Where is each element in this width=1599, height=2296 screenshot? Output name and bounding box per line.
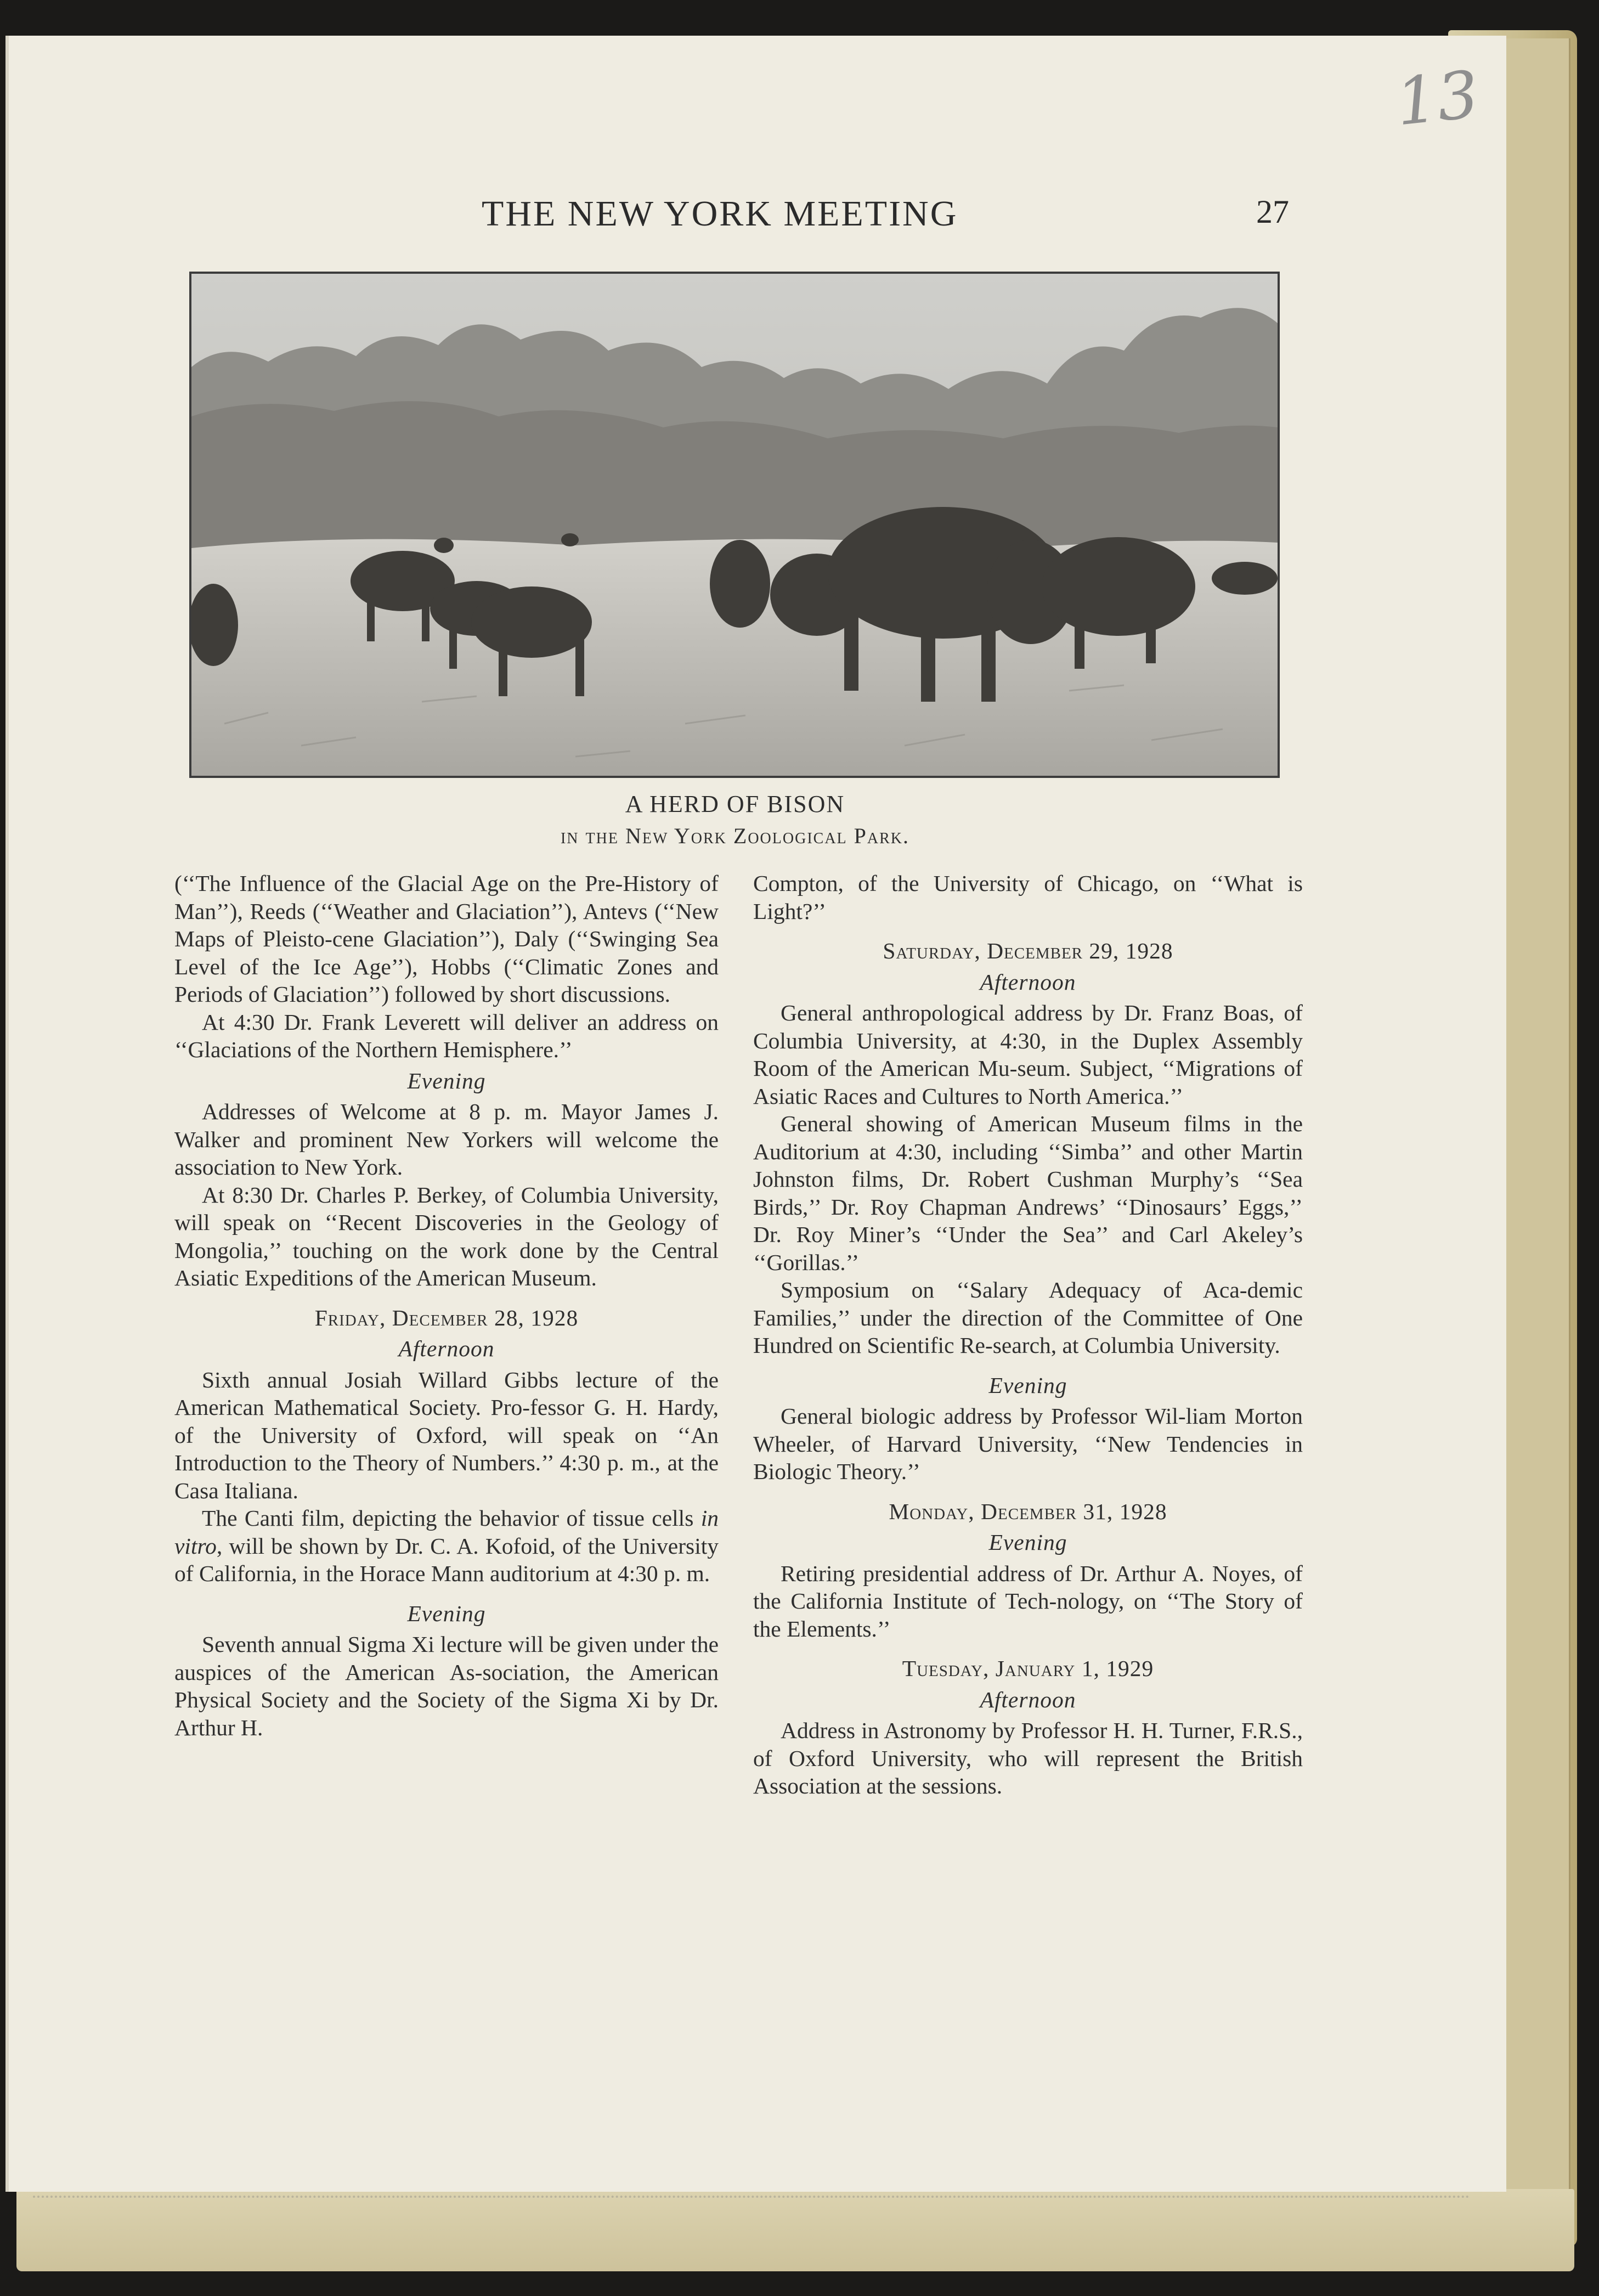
left-column (174, 870, 719, 1741)
section-subheading: Evening (988, 1530, 1067, 1555)
section-heading: Tuesday, January 1, 1929 (902, 1656, 1154, 1681)
paragraph (174, 1504, 719, 1588)
bison-photograph (189, 272, 1280, 778)
figure-caption-title: A HERD OF BISON (625, 791, 845, 817)
paragraph: Retiring presidential address of Dr. Arthur A. Noyes, of the California Institute of Tech-nology, on ‘‘The Story of the Elements.’’ (753, 1560, 1303, 1641)
handwritten-folio-number: 13 (1392, 56, 1482, 140)
bison-photo-illustration (191, 274, 1278, 776)
paragraph: General biologic address by Professor Wil-liam Morton Wheeler, of Harvard University, ‘‘New Tendencies in Biologic Theory.’’ (753, 1403, 1303, 1484)
paragraph: Sixth annual Josiah Willard Gibbs lecture of the American Mathematical Society. Pro-fessor G. H. Hardy, of the University of Oxford, will speak on ‘‘An Introduction to the Theory of Numbers.’’ 4:30 p. m., at the Casa Italiana. (174, 1367, 719, 1503)
section-heading: Saturday, December 29, 1928 (883, 938, 1173, 963)
paragraph-text: The Canti film, depicting the behavior of tissue cells (202, 1505, 701, 1531)
paragraph-italic-term: in vitro (174, 1505, 719, 1559)
figure-caption-subtitle: in the New York Zoological Park. (560, 823, 910, 848)
running-title: THE NEW YORK MEETING (482, 194, 958, 234)
right-column (753, 870, 1303, 1800)
section-subheading: Evening (407, 1600, 486, 1626)
paragraph: Address in Astronomy by Professor H. H. Turner, F.R.S., of Oxford University, who will represent the British Association at the sessions. (753, 1718, 1303, 1798)
paragraph: General showing of American Museum films in the Auditorium at 4:30, including ‘‘Simba’’ and other Martin Johnston films, Dr. Robert Cushman Murphy’s ‘‘Sea Birds,’’ Dr. Roy Chapman Andrews’ ‘‘Dinosaurs’ Eggs,’’ Dr. Roy Miner’s ‘‘Under the Sea’’ and Carl Akeley’s ‘‘Gorillas.’’ (753, 1111, 1303, 1275)
page-edge-bottom (16, 2189, 1574, 2271)
section-subheading: Afternoon (980, 969, 1076, 995)
paragraph: At 8:30 Dr. Charles P. Berkey, of Columbia University, will speak on ‘‘Recent Discoveries in the Geology of Mongolia,’’ touching on the work done by the Central Asiatic Expeditions of the American Museum. (174, 1182, 719, 1290)
perforation-line (33, 2196, 1470, 2198)
paragraph: General anthropological address by Dr. Franz Boas, of Columbia University, at 4:30, in the Duplex Assembly Room of the American Mu-seum. Subject, ‘‘Migrations of Asiatic Races and Cultures to North America.’’ (753, 1000, 1303, 1109)
section-subheading: Afternoon (980, 1686, 1076, 1712)
paragraph: Symposium on ‘‘Salary Adequacy of Aca-demic Families,’’ under the direction of the Committee of One Hundred on Scientific Re-search, at Columbia University. (753, 1277, 1303, 1358)
paragraph: At 4:30 Dr. Frank Leverett will deliver an address on ‘‘Glaciations of the Northern Hemisphere.’’ (174, 1009, 719, 1062)
section-subheading: Evening (407, 1068, 486, 1093)
paragraph: (‘‘The Influence of the Glacial Age on the Pre-History of Man’’), Reeds (‘‘Weather and Glaciation’’), Antevs (‘‘New Maps of Pleisto-cene Glaciation’’), Daly (‘‘Swinging Sea Level of the Ice Age’’), Hobbs (‘‘Climatic Zones and Periods of Glaciation’’) followed by short discussions. (174, 871, 719, 1007)
section-subheading: Evening (988, 1372, 1067, 1398)
page-number: 27 (1256, 194, 1289, 230)
paragraph: Addresses of Welcome at 8 p. m. Mayor James J. Walker and prominent New Yorkers will welcome the association to New York. (174, 1099, 719, 1180)
section-heading: Friday, December 28, 1928 (314, 1305, 579, 1330)
section-subheading: Afternoon (398, 1336, 495, 1361)
section-heading: Monday, December 31, 1928 (889, 1498, 1167, 1524)
paragraph: Seventh annual Sigma Xi lecture will be given under the auspices of the American As-sociation, the American Physical Society and the Society of the Sigma Xi by Dr. Arthur H. (174, 1632, 719, 1740)
paragraph-text: , will be shown by Dr. C. A. Kofoid, of the University of California, in the Horace Mann auditorium at 4:30 p. m. (174, 1533, 719, 1586)
paragraph: Compton, of the University of Chicago, on ‘‘What is Light?’’ (753, 871, 1303, 924)
